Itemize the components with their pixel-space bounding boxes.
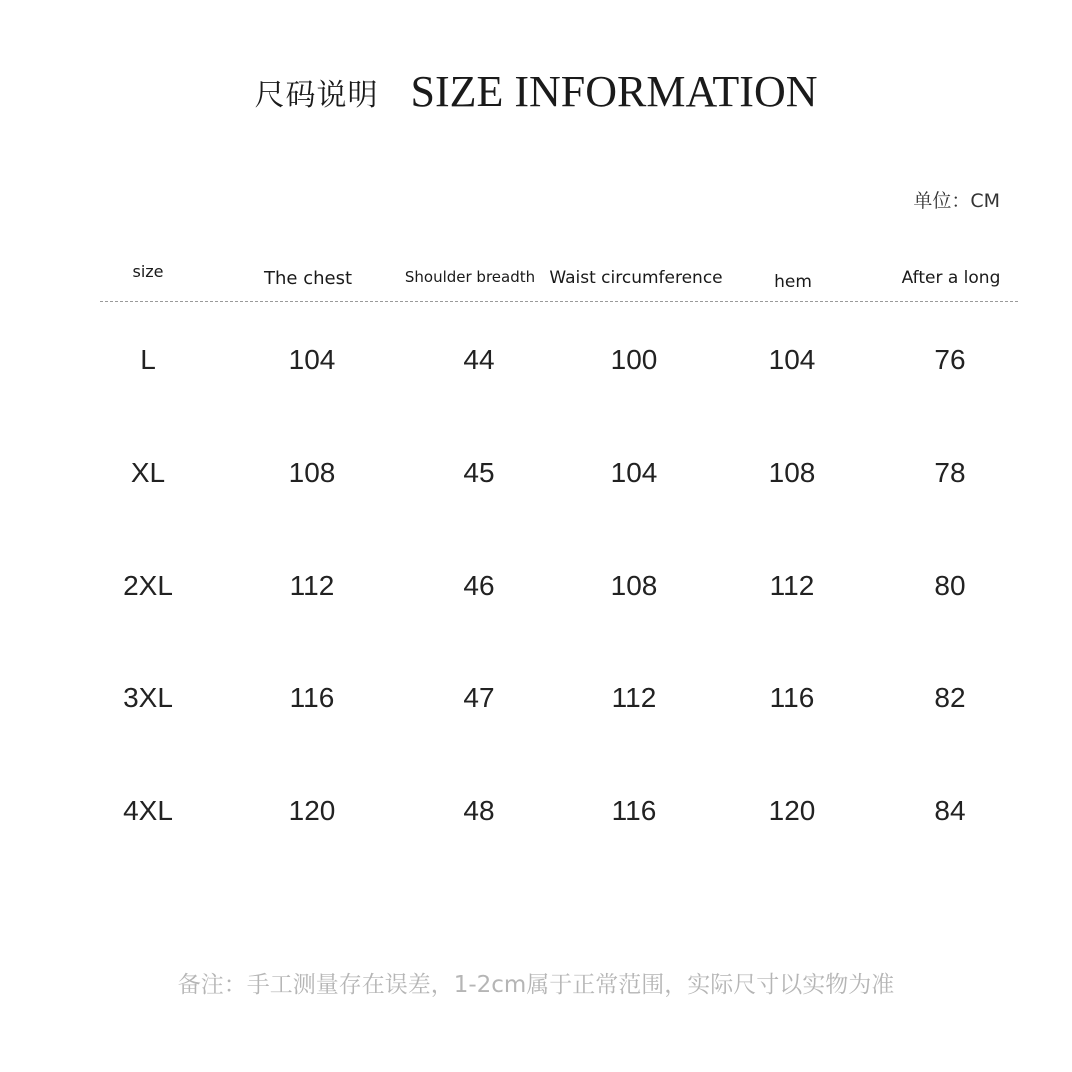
table-row	[68, 570, 1018, 610]
header-divider	[100, 301, 1018, 302]
cell-size: L	[140, 344, 156, 375]
cell-hem: 112	[769, 570, 815, 601]
cell-size: XL	[130, 457, 166, 488]
cell-hem: 108	[768, 457, 816, 488]
cell-length: 84	[934, 795, 966, 826]
table-row	[68, 682, 1018, 722]
column-header-size: size	[132, 262, 164, 281]
cell-length: 82	[934, 682, 966, 713]
cell-chest: 112	[289, 570, 335, 601]
title-chinese: 尺码说明	[254, 77, 379, 113]
cell-shoulder: 48	[463, 795, 495, 826]
unit-label: 单位：CM	[913, 190, 1000, 212]
cell-waist: 104	[610, 457, 658, 488]
cell-waist: 116	[611, 795, 657, 826]
cell-size: 2XL	[123, 570, 173, 601]
cell-shoulder: 45	[463, 457, 495, 488]
column-header-shoulder: Shoulder breadth	[404, 268, 536, 286]
cell-hem: 104	[768, 344, 816, 375]
cell-hem: 120	[768, 795, 816, 826]
table-row	[68, 795, 1018, 835]
cell-hem: 116	[769, 682, 815, 713]
cell-length: 78	[934, 457, 966, 488]
cell-size: 4XL	[123, 795, 173, 826]
page-title	[0, 66, 1072, 126]
table-header	[68, 258, 1018, 298]
cell-length: 76	[934, 344, 966, 375]
measurement-note: 备注：手工测量存在误差，1-2cm属于正常范围，实际尺寸以实物为准	[177, 972, 895, 998]
table-row	[68, 344, 1018, 384]
column-header-waist: Waist circumference	[549, 268, 723, 288]
cell-chest: 104	[288, 344, 336, 375]
cell-chest: 116	[289, 682, 335, 713]
table-row	[68, 457, 1018, 497]
cell-shoulder: 46	[463, 570, 495, 601]
column-header-length: After a long	[901, 268, 1001, 288]
column-header-hem: hem	[774, 272, 812, 292]
cell-waist: 100	[610, 344, 658, 375]
column-header-chest: The chest	[263, 268, 353, 289]
cell-length: 80	[934, 570, 966, 601]
cell-waist: 112	[611, 682, 657, 713]
cell-chest: 120	[288, 795, 336, 826]
cell-chest: 108	[288, 457, 336, 488]
cell-size: 3XL	[123, 682, 173, 713]
cell-shoulder: 47	[463, 682, 495, 713]
title-english: SIZE INFORMATION	[410, 67, 818, 116]
cell-waist: 108	[610, 570, 658, 601]
cell-shoulder: 44	[463, 344, 495, 375]
